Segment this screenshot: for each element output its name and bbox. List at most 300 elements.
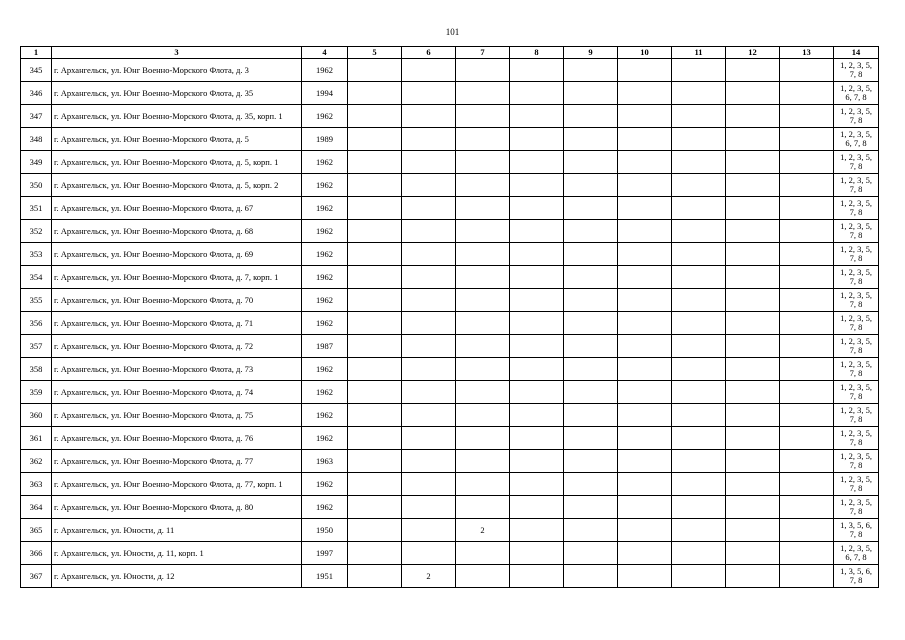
table-cell xyxy=(402,519,456,542)
table-cell xyxy=(780,151,834,174)
year-cell: 1962 xyxy=(302,220,348,243)
table-cell xyxy=(348,542,402,565)
table-row xyxy=(21,289,879,312)
table-cell xyxy=(780,519,834,542)
table-cell xyxy=(348,59,402,82)
column-header: 1 xyxy=(21,47,52,59)
table-cell xyxy=(510,197,564,220)
codes-cell: 1, 2, 3, 5, 7, 8 xyxy=(834,358,879,381)
table-cell xyxy=(402,59,456,82)
table-cell xyxy=(618,174,672,197)
table-cell xyxy=(672,450,726,473)
table-cell xyxy=(510,519,564,542)
table-cell xyxy=(780,335,834,358)
table-cell xyxy=(672,565,726,588)
table-cell xyxy=(780,565,834,588)
table-cell xyxy=(564,243,618,266)
table-cell xyxy=(672,404,726,427)
table-row xyxy=(21,496,879,519)
address-cell: г. Архангельск, ул. Юнг Военно-Морского Флота, д. 73 xyxy=(52,358,302,381)
table-cell xyxy=(510,473,564,496)
table-cell xyxy=(510,358,564,381)
table-cell xyxy=(780,427,834,450)
table-cell xyxy=(564,335,618,358)
table-cell xyxy=(402,312,456,335)
year-cell: 1962 xyxy=(302,381,348,404)
table-cell xyxy=(564,427,618,450)
table-cell xyxy=(672,197,726,220)
table-cell xyxy=(726,266,780,289)
address-cell: г. Архангельск, ул. Юнг Военно-Морского Флота, д. 80 xyxy=(52,496,302,519)
table-cell xyxy=(348,266,402,289)
table-cell xyxy=(402,220,456,243)
year-cell: 1951 xyxy=(302,565,348,588)
table-cell xyxy=(402,197,456,220)
table-cell xyxy=(618,289,672,312)
row-number-cell: 356 xyxy=(21,312,52,335)
column-header: 6 xyxy=(402,47,456,59)
table-cell xyxy=(672,381,726,404)
table-cell xyxy=(402,128,456,151)
table-cell xyxy=(510,289,564,312)
table-cell xyxy=(618,450,672,473)
table-cell xyxy=(402,404,456,427)
table-cell xyxy=(672,105,726,128)
codes-cell: 1, 2, 3, 5, 7, 8 xyxy=(834,496,879,519)
table-cell xyxy=(348,289,402,312)
table-cell xyxy=(726,312,780,335)
column-header: 9 xyxy=(564,47,618,59)
table-cell xyxy=(618,335,672,358)
table-cell xyxy=(348,220,402,243)
address-cell: г. Архангельск, ул. Юнг Военно-Морского Флота, д. 77, корп. 1 xyxy=(52,473,302,496)
table-cell xyxy=(618,266,672,289)
table-cell xyxy=(348,82,402,105)
table-row xyxy=(21,335,879,358)
table-cell xyxy=(456,174,510,197)
year-cell: 1950 xyxy=(302,519,348,542)
year-cell: 1994 xyxy=(302,82,348,105)
address-cell: г. Архангельск, ул. Юнг Военно-Морского Флота, д. 5, корп. 1 xyxy=(52,151,302,174)
table-cell xyxy=(780,59,834,82)
table-row xyxy=(21,82,879,105)
table-cell xyxy=(780,289,834,312)
row-number-cell: 361 xyxy=(21,427,52,450)
table-cell xyxy=(402,450,456,473)
year-cell: 1962 xyxy=(302,289,348,312)
year-cell: 1963 xyxy=(302,450,348,473)
address-cell: г. Архангельск, ул. Юнг Военно-Морского Флота, д. 68 xyxy=(52,220,302,243)
row-number-cell: 357 xyxy=(21,335,52,358)
table-cell xyxy=(780,496,834,519)
table-cell xyxy=(780,82,834,105)
table-cell xyxy=(726,105,780,128)
year-cell: 1962 xyxy=(302,404,348,427)
table-cell xyxy=(510,427,564,450)
address-cell: г. Архангельск, ул. Юнг Военно-Морского Флота, д. 69 xyxy=(52,243,302,266)
table-cell xyxy=(456,565,510,588)
table-cell xyxy=(456,82,510,105)
table-cell xyxy=(456,496,510,519)
table-cell xyxy=(510,220,564,243)
table-row xyxy=(21,427,879,450)
row-number-cell: 351 xyxy=(21,197,52,220)
table-cell xyxy=(618,128,672,151)
row-number-cell: 359 xyxy=(21,381,52,404)
table-row xyxy=(21,473,879,496)
codes-cell: 1, 2, 3, 5, 7, 8 xyxy=(834,335,879,358)
column-header: 13 xyxy=(780,47,834,59)
table-cell xyxy=(564,381,618,404)
table-cell xyxy=(780,404,834,427)
table-cell xyxy=(672,312,726,335)
address-cell: г. Архангельск, ул. Юнг Военно-Морского Флота, д. 70 xyxy=(52,289,302,312)
year-cell: 1962 xyxy=(302,427,348,450)
table-cell xyxy=(510,496,564,519)
table-cell xyxy=(456,197,510,220)
table-cell xyxy=(348,565,402,588)
table-cell xyxy=(348,496,402,519)
table-cell xyxy=(618,427,672,450)
table-cell xyxy=(402,243,456,266)
table-row xyxy=(21,174,879,197)
table-cell xyxy=(726,243,780,266)
table-cell xyxy=(618,381,672,404)
table-cell xyxy=(456,381,510,404)
table-cell xyxy=(726,519,780,542)
address-cell: г. Архангельск, ул. Юности, д. 12 xyxy=(52,565,302,588)
table-cell xyxy=(348,473,402,496)
codes-cell: 1, 2, 3, 5, 6, 7, 8 xyxy=(834,542,879,565)
codes-cell: 1, 2, 3, 5, 7, 8 xyxy=(834,473,879,496)
codes-cell: 1, 2, 3, 5, 7, 8 xyxy=(834,427,879,450)
table-cell xyxy=(402,105,456,128)
table-cell xyxy=(510,450,564,473)
year-cell: 1962 xyxy=(302,243,348,266)
row-number-cell: 366 xyxy=(21,542,52,565)
table-cell xyxy=(348,312,402,335)
table-cell xyxy=(780,381,834,404)
table-cell xyxy=(726,542,780,565)
year-cell: 1962 xyxy=(302,197,348,220)
table-cell xyxy=(348,519,402,542)
table-cell xyxy=(510,105,564,128)
table-cell xyxy=(672,496,726,519)
codes-cell: 1, 2, 3, 5, 7, 8 xyxy=(834,381,879,404)
table-cell xyxy=(618,358,672,381)
address-cell: г. Архангельск, ул. Юнг Военно-Морского Флота, д. 74 xyxy=(52,381,302,404)
table-cell xyxy=(726,335,780,358)
codes-cell: 1, 2, 3, 5, 7, 8 xyxy=(834,266,879,289)
table-cell xyxy=(672,542,726,565)
table-cell xyxy=(726,151,780,174)
table-cell xyxy=(618,496,672,519)
row-number-cell: 367 xyxy=(21,565,52,588)
year-cell: 1987 xyxy=(302,335,348,358)
table-cell xyxy=(672,358,726,381)
table-cell xyxy=(564,496,618,519)
row-number-cell: 347 xyxy=(21,105,52,128)
table-cell xyxy=(348,174,402,197)
table-cell xyxy=(348,128,402,151)
address-cell: г. Архангельск, ул. Юнг Военно-Морского Флота, д. 72 xyxy=(52,335,302,358)
table-cell xyxy=(618,105,672,128)
table-cell xyxy=(564,105,618,128)
table-cell xyxy=(510,266,564,289)
column-header: 8 xyxy=(510,47,564,59)
address-cell: г. Архангельск, ул. Юнг Военно-Морского Флота, д. 76 xyxy=(52,427,302,450)
table-cell xyxy=(672,473,726,496)
table-cell xyxy=(726,174,780,197)
table-cell xyxy=(402,335,456,358)
codes-cell: 1, 2, 3, 5, 6, 7, 8 xyxy=(834,82,879,105)
table-cell xyxy=(726,197,780,220)
table-row xyxy=(21,542,879,565)
table-row xyxy=(21,381,879,404)
year-cell: 1962 xyxy=(302,151,348,174)
table-cell xyxy=(456,266,510,289)
table-cell xyxy=(348,243,402,266)
table-cell xyxy=(456,335,510,358)
table-cell xyxy=(402,496,456,519)
table-cell xyxy=(726,427,780,450)
housing-table xyxy=(20,46,879,588)
address-cell: г. Архангельск, ул. Юности, д. 11, корп. 1 xyxy=(52,542,302,565)
table-row xyxy=(21,404,879,427)
address-cell: г. Архангельск, ул. Юнг Военно-Морского Флота, д. 35 xyxy=(52,82,302,105)
table-cell: 2 xyxy=(402,565,456,588)
year-cell: 1962 xyxy=(302,358,348,381)
column-header: 10 xyxy=(618,47,672,59)
table-cell xyxy=(780,312,834,335)
table-cell xyxy=(456,404,510,427)
column-header: 7 xyxy=(456,47,510,59)
year-cell: 1962 xyxy=(302,312,348,335)
table-cell xyxy=(564,450,618,473)
table-cell xyxy=(672,174,726,197)
table-cell xyxy=(726,404,780,427)
table-cell xyxy=(402,381,456,404)
table-cell xyxy=(348,381,402,404)
table-cell xyxy=(456,105,510,128)
table-cell xyxy=(348,105,402,128)
table-cell xyxy=(726,381,780,404)
table-cell xyxy=(402,174,456,197)
codes-cell: 1, 2, 3, 5, 7, 8 xyxy=(834,197,879,220)
table-cell xyxy=(564,128,618,151)
table-cell xyxy=(510,565,564,588)
table-cell xyxy=(672,128,726,151)
column-header: 14 xyxy=(834,47,879,59)
table-row xyxy=(21,128,879,151)
table-cell xyxy=(672,82,726,105)
codes-cell: 1, 2, 3, 5, 7, 8 xyxy=(834,174,879,197)
table-cell xyxy=(780,105,834,128)
column-header: 5 xyxy=(348,47,402,59)
year-cell: 1962 xyxy=(302,496,348,519)
table-cell xyxy=(564,358,618,381)
table-cell xyxy=(618,312,672,335)
table-cell xyxy=(456,128,510,151)
row-number-cell: 358 xyxy=(21,358,52,381)
address-cell: г. Архангельск, ул. Юнг Военно-Морского Флота, д. 5, корп. 2 xyxy=(52,174,302,197)
address-cell: г. Архангельск, ул. Юнг Военно-Морского Флота, д. 67 xyxy=(52,197,302,220)
table-cell xyxy=(726,565,780,588)
table-cell xyxy=(618,59,672,82)
table-cell xyxy=(510,243,564,266)
table-cell xyxy=(510,312,564,335)
table-cell xyxy=(564,542,618,565)
table-cell xyxy=(780,128,834,151)
table-cell xyxy=(672,335,726,358)
row-number-cell: 350 xyxy=(21,174,52,197)
address-cell: г. Архангельск, ул. Юнг Военно-Морского Флота, д. 35, корп. 1 xyxy=(52,105,302,128)
table-cell xyxy=(456,312,510,335)
table-cell xyxy=(672,59,726,82)
table-cell xyxy=(564,197,618,220)
table-cell xyxy=(780,266,834,289)
table-cell xyxy=(726,220,780,243)
table-cell xyxy=(348,335,402,358)
table-row xyxy=(21,59,879,82)
table-cell xyxy=(564,174,618,197)
codes-cell: 1, 2, 3, 5, 7, 8 xyxy=(834,450,879,473)
table-row xyxy=(21,565,879,588)
table-cell xyxy=(726,473,780,496)
table-cell xyxy=(618,404,672,427)
table-cell xyxy=(618,243,672,266)
page-number: 101 xyxy=(445,27,460,37)
table-cell xyxy=(456,289,510,312)
table-cell xyxy=(456,427,510,450)
row-number-cell: 352 xyxy=(21,220,52,243)
table-cell xyxy=(564,59,618,82)
table-cell xyxy=(726,289,780,312)
table-cell xyxy=(564,151,618,174)
table-cell xyxy=(510,542,564,565)
row-number-cell: 365 xyxy=(21,519,52,542)
table-cell xyxy=(510,335,564,358)
table-cell xyxy=(672,266,726,289)
codes-cell: 1, 3, 5, 6, 7, 8 xyxy=(834,565,879,588)
table-cell xyxy=(564,404,618,427)
row-number-cell: 349 xyxy=(21,151,52,174)
row-number-cell: 354 xyxy=(21,266,52,289)
codes-cell: 1, 2, 3, 5, 6, 7, 8 xyxy=(834,128,879,151)
year-cell: 1962 xyxy=(302,266,348,289)
table-cell xyxy=(456,59,510,82)
table-cell xyxy=(672,243,726,266)
address-cell: г. Архангельск, ул. Юнг Военно-Морского Флота, д. 77 xyxy=(52,450,302,473)
table-cell xyxy=(726,128,780,151)
table-cell xyxy=(726,82,780,105)
row-number-cell: 355 xyxy=(21,289,52,312)
table-cell xyxy=(780,473,834,496)
table-cell xyxy=(618,542,672,565)
table-row xyxy=(21,105,879,128)
table-cell xyxy=(564,519,618,542)
address-cell: г. Архангельск, ул. Юнг Военно-Морского Флота, д. 5 xyxy=(52,128,302,151)
column-header: 12 xyxy=(726,47,780,59)
table-row xyxy=(21,450,879,473)
table-cell xyxy=(618,197,672,220)
table-cell xyxy=(564,266,618,289)
table-cell xyxy=(510,381,564,404)
table-cell xyxy=(672,519,726,542)
table-row xyxy=(21,197,879,220)
table-cell xyxy=(348,427,402,450)
address-cell: г. Архангельск, ул. Юнг Военно-Морского Флота, д. 7, корп. 1 xyxy=(52,266,302,289)
row-number-cell: 360 xyxy=(21,404,52,427)
table-cell xyxy=(618,473,672,496)
table-cell xyxy=(402,542,456,565)
codes-cell: 1, 2, 3, 5, 7, 8 xyxy=(834,312,879,335)
table-cell xyxy=(402,82,456,105)
table-cell xyxy=(510,128,564,151)
table-cell xyxy=(618,82,672,105)
table-cell xyxy=(726,59,780,82)
table-cell xyxy=(456,450,510,473)
table-cell xyxy=(780,358,834,381)
table-row xyxy=(21,266,879,289)
address-cell: г. Архангельск, ул. Юнг Военно-Морского Флота, д. 71 xyxy=(52,312,302,335)
table-cell xyxy=(348,197,402,220)
table-cell xyxy=(402,358,456,381)
address-cell: г. Архангельск, ул. Юнг Военно-Морского Флота, д. 75 xyxy=(52,404,302,427)
codes-cell: 1, 2, 3, 5, 7, 8 xyxy=(834,289,879,312)
table-cell xyxy=(510,151,564,174)
year-cell: 1989 xyxy=(302,128,348,151)
table-cell xyxy=(456,151,510,174)
column-header: 11 xyxy=(672,47,726,59)
table-row xyxy=(21,312,879,335)
table-cell xyxy=(672,427,726,450)
codes-cell: 1, 2, 3, 5, 7, 8 xyxy=(834,220,879,243)
table-cell xyxy=(564,289,618,312)
row-number-cell: 362 xyxy=(21,450,52,473)
row-number-cell: 363 xyxy=(21,473,52,496)
year-cell: 1962 xyxy=(302,105,348,128)
address-cell: г. Архангельск, ул. Юнг Военно-Морского Флота, д. 3 xyxy=(52,59,302,82)
row-number-cell: 345 xyxy=(21,59,52,82)
table-row xyxy=(21,519,879,542)
table-cell xyxy=(456,358,510,381)
table-cell xyxy=(618,565,672,588)
table-header-row xyxy=(21,47,879,59)
table-cell xyxy=(672,289,726,312)
table-cell xyxy=(780,542,834,565)
year-cell: 1962 xyxy=(302,473,348,496)
table-cell: 2 xyxy=(456,519,510,542)
table-cell xyxy=(348,450,402,473)
table-cell xyxy=(402,427,456,450)
table-cell xyxy=(510,174,564,197)
table-row xyxy=(21,358,879,381)
codes-cell: 1, 2, 3, 5, 7, 8 xyxy=(834,243,879,266)
table-cell xyxy=(564,565,618,588)
table-cell xyxy=(402,289,456,312)
table-cell xyxy=(564,312,618,335)
table-cell xyxy=(672,151,726,174)
table-cell xyxy=(726,496,780,519)
table-cell xyxy=(780,243,834,266)
table-cell xyxy=(564,473,618,496)
table-cell xyxy=(348,404,402,427)
codes-cell: 1, 2, 3, 5, 7, 8 xyxy=(834,151,879,174)
row-number-cell: 364 xyxy=(21,496,52,519)
table-cell xyxy=(780,450,834,473)
table-cell xyxy=(672,220,726,243)
